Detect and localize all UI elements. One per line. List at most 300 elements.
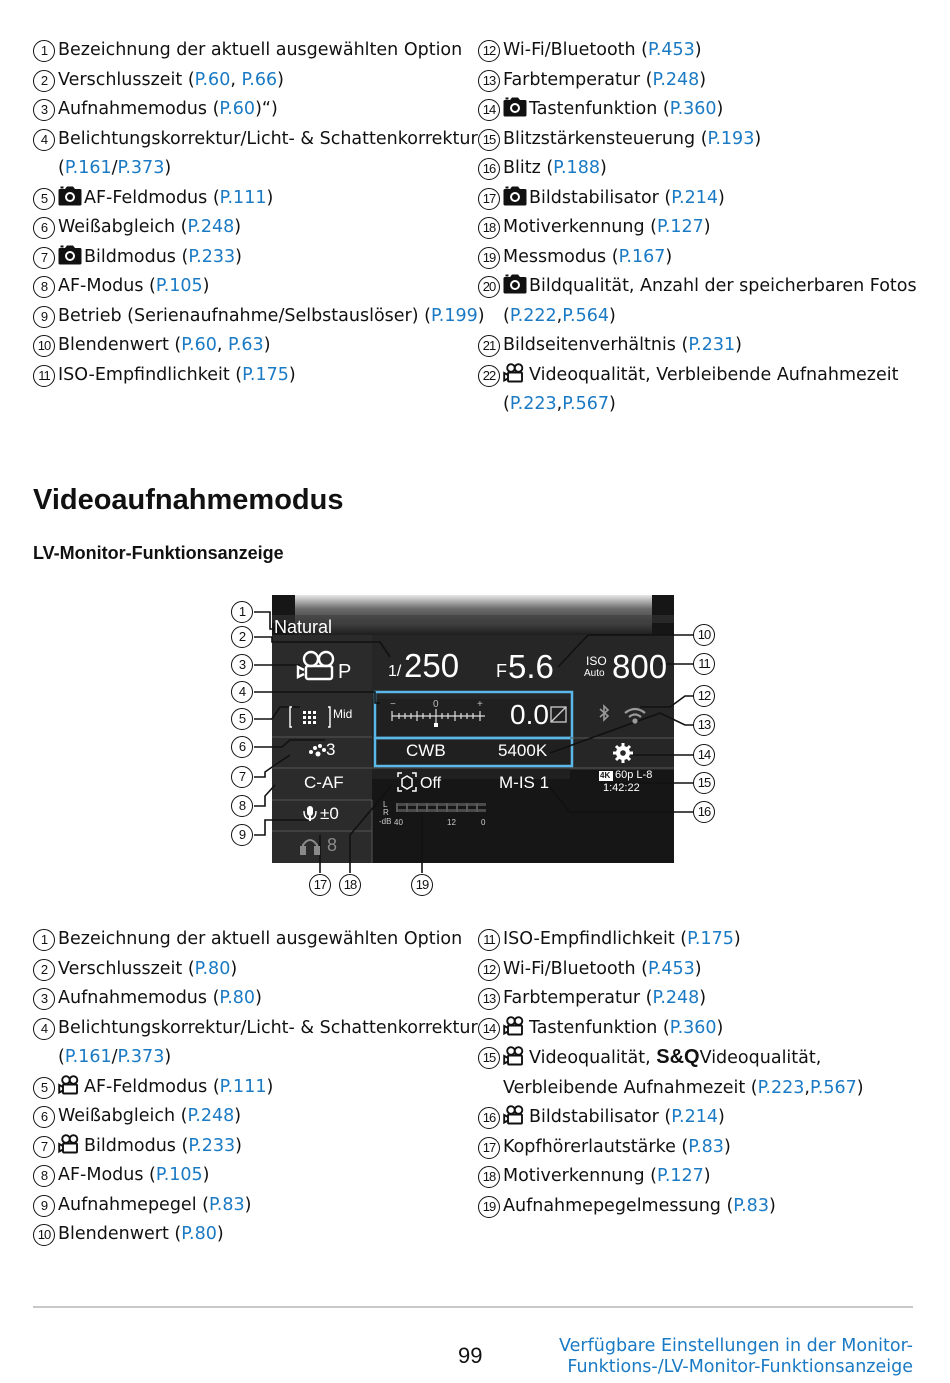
callout-number: 14 <box>693 744 715 766</box>
legend-number: 15 <box>478 129 500 151</box>
legend-label: ) <box>694 40 702 60</box>
page-reference-link[interactable]: P.167 <box>618 246 666 267</box>
legend-label: ( <box>58 158 65 178</box>
legend-number: 19 <box>478 247 500 269</box>
page-reference-link[interactable]: P.127 <box>657 1166 704 1186</box>
legend-label: ) <box>716 99 724 119</box>
legend-text <box>503 66 706 96</box>
legend-item <box>33 331 485 361</box>
legend-text <box>58 1220 224 1250</box>
legend-item <box>33 361 485 391</box>
page-reference-link[interactable]: P.199 <box>430 305 478 326</box>
page-reference-link[interactable]: P.233 <box>188 1135 236 1156</box>
page-reference-link[interactable]: P.60 <box>219 99 256 119</box>
legend-label: ) <box>768 1195 776 1216</box>
legend-item <box>478 213 917 243</box>
legend-label: ) <box>234 1106 242 1126</box>
legend-number: 18 <box>478 1166 500 1188</box>
callout-number: 6 <box>231 736 253 758</box>
page-reference-link[interactable]: P.233 <box>188 246 236 267</box>
legend-item <box>33 1102 478 1132</box>
page-reference-link[interactable]: P.223 <box>757 1077 805 1098</box>
legend-number: 11 <box>478 929 500 951</box>
page-reference-link[interactable]: P.193 <box>707 128 755 149</box>
page-reference-link[interactable]: P.231 <box>688 335 736 355</box>
page-reference-link[interactable]: P.66 <box>241 69 278 90</box>
legend-label: Blendenwert ( <box>58 1224 182 1244</box>
ref-separator: , <box>230 69 242 90</box>
meter-r-label: R <box>383 808 389 817</box>
video-icon <box>503 1018 529 1038</box>
page-reference-link[interactable]: P.373 <box>117 1047 165 1067</box>
legend-text <box>503 95 723 125</box>
page-reference-link[interactable]: P.83 <box>208 1194 245 1215</box>
legend-label: AF-Feldmodus ( <box>84 1076 220 1097</box>
ref-separator: , <box>556 305 563 326</box>
page-reference-link[interactable]: P.127 <box>657 217 704 237</box>
legend-item <box>478 1162 864 1192</box>
meter-plus: + <box>477 699 483 710</box>
legend-label: ) <box>266 187 274 208</box>
legend-item <box>478 331 917 361</box>
legend-label: Bildstabilisator ( <box>529 187 672 208</box>
af-area-mode: Mid <box>333 707 353 721</box>
page-reference-link[interactable]: P.161 <box>64 1047 112 1067</box>
page-reference-link[interactable]: P.453 <box>648 958 695 979</box>
page-reference-link[interactable]: P.360 <box>669 99 717 119</box>
legend-number: 18 <box>478 217 500 239</box>
legend-number: 12 <box>478 959 500 981</box>
legend-label: ) <box>703 1166 711 1186</box>
callout-number: 18 <box>339 874 361 896</box>
legend-text <box>503 125 761 155</box>
meter-40-label: 40 <box>394 818 403 827</box>
callout-number: 19 <box>411 874 433 896</box>
legend-item-continuation <box>33 154 485 184</box>
legend-item <box>33 125 485 155</box>
legend-text <box>58 272 210 302</box>
legend-text <box>58 184 273 214</box>
page-reference-link[interactable]: P.222 <box>509 305 557 326</box>
legend-label: ) <box>234 217 242 237</box>
legend-label: AF-Modus ( <box>58 1165 156 1185</box>
figure-graphics <box>220 595 700 905</box>
legend-item <box>33 36 485 66</box>
legend-text <box>58 984 262 1014</box>
ref-separator: / <box>111 158 118 178</box>
legend-number: 19 <box>478 1196 500 1218</box>
camera-icon <box>503 99 529 119</box>
page-reference-link[interactable]: P.453 <box>648 40 695 60</box>
meter-minus: − <box>390 699 396 710</box>
sq-mode-label: S&Q <box>656 1046 700 1068</box>
legend-label: ) <box>230 958 238 979</box>
ref-separator: , <box>216 335 229 355</box>
video-icon <box>58 1077 84 1097</box>
page-reference-link[interactable]: P.111 <box>219 187 267 208</box>
legend-number: 10 <box>33 1224 55 1246</box>
meter-12-label: 12 <box>447 818 456 827</box>
legend-text <box>58 1102 241 1132</box>
legend-label: Blendenwert ( <box>58 335 182 355</box>
legend-label: AF-Feldmodus ( <box>84 187 220 208</box>
exposure-comp-value: 0.0 <box>510 699 549 730</box>
legend-label: ) <box>202 1165 210 1185</box>
legend-label: ) <box>164 1047 172 1067</box>
legend-text <box>503 213 711 243</box>
legend-text <box>503 925 741 955</box>
legend-item <box>33 213 485 243</box>
page-reference-link[interactable]: P.105 <box>155 1165 203 1185</box>
meter-zero: 0 <box>433 699 439 710</box>
page-reference-link[interactable]: P.567 <box>809 1077 857 1098</box>
legend-item-continuation <box>478 1074 864 1104</box>
legend-text <box>58 95 278 125</box>
legend-label: Tastenfunktion ( <box>529 99 670 119</box>
legend-item <box>478 1043 864 1074</box>
legend-item <box>478 272 917 302</box>
top-legend-left <box>33 36 485 390</box>
callout-number: 1 <box>231 601 253 623</box>
legend-label: ( <box>503 394 510 414</box>
legend-item <box>478 1014 864 1044</box>
page-reference-link[interactable]: P.80 <box>194 958 231 979</box>
page-reference-link[interactable]: P.105 <box>155 276 203 296</box>
legend-number: 4 <box>33 129 55 151</box>
legend-number: 13 <box>478 70 500 92</box>
stabilizer-mode: M-IS 1 <box>499 773 550 792</box>
meter-db-label: -dB <box>379 817 392 826</box>
legend-number: 4 <box>33 1018 55 1040</box>
legend-label: Belichtungskorrektur/Licht- & Schattenkorrektur <box>58 128 478 149</box>
legend-number: 5 <box>33 188 55 210</box>
page-reference-link[interactable]: P.564 <box>562 305 609 326</box>
legend-text <box>58 243 242 273</box>
legend-label: Verschlusszeit ( <box>58 958 195 979</box>
legend-label: Motiverkennung ( <box>503 1166 657 1186</box>
legend-text <box>58 66 284 96</box>
wb-label: CWB <box>406 741 446 760</box>
callout-number: 2 <box>231 626 253 648</box>
callout-number: 10 <box>693 624 715 646</box>
page-reference-link[interactable]: P.83 <box>733 1195 769 1216</box>
legend-text <box>503 1162 711 1192</box>
callout-number: 11 <box>693 653 715 675</box>
legend-label: Aufnahmemodus ( <box>58 99 220 119</box>
legend-item <box>478 984 864 1014</box>
footer-link-line1[interactable]: Verfügbare Einstellungen in der Monitor- <box>559 1336 913 1356</box>
legend-label: Weißabgleich ( <box>58 1106 188 1126</box>
legend-text <box>58 302 485 332</box>
legend-label: Kopfhörerlautstärke ( <box>503 1136 689 1157</box>
section-title: Videoaufnahmemodus <box>33 484 344 516</box>
legend-label: Bildseitenverhältnis ( <box>503 335 689 355</box>
ref-separator: , <box>804 1077 810 1098</box>
legend-item <box>33 95 485 125</box>
legend-item <box>33 1191 478 1221</box>
shooting-mode: P <box>338 661 352 683</box>
page-reference-link[interactable]: P.360 <box>669 1017 717 1038</box>
legend-number: 5 <box>33 1077 55 1099</box>
legend-label: Videoqualität, <box>529 1048 657 1068</box>
legend-number: 14 <box>478 99 500 121</box>
footer-link-line2[interactable]: Funktions-/LV-Monitor-Funktionsanzeige <box>567 1357 913 1377</box>
legend-item <box>33 955 478 985</box>
page-reference-link[interactable]: P.83 <box>688 1136 724 1157</box>
iso-label: ISO <box>586 654 607 668</box>
legend-item <box>33 1073 478 1103</box>
af-mode: C-AF <box>304 773 344 792</box>
meter-0-label: 0 <box>481 818 486 827</box>
legend-item <box>33 1161 478 1191</box>
legend-label: Bildqualität, Anzahl der speicherbaren Fotos <box>529 276 917 296</box>
page-reference-link[interactable]: P.63 <box>228 335 264 355</box>
legend-label: ) <box>599 158 607 178</box>
video-icon <box>503 1048 529 1068</box>
page-reference-link[interactable]: P.248 <box>652 69 700 90</box>
legend-item <box>33 302 485 332</box>
legend-label: Weißabgleich ( <box>58 217 188 237</box>
legend-label: ) <box>735 335 742 355</box>
legend-item <box>33 1220 478 1250</box>
legend-item <box>33 984 478 1014</box>
page-reference-link[interactable]: P.161 <box>64 158 112 178</box>
legend-number: 3 <box>33 99 55 121</box>
legend-label: Tastenfunktion ( <box>529 1017 670 1038</box>
callout-number: 9 <box>231 824 253 846</box>
aperture-value: 5.6 <box>508 648 554 685</box>
callout-number: 4 <box>231 681 253 703</box>
legend-label: Blitz ( <box>503 158 554 178</box>
video-icon <box>503 365 529 385</box>
gear-icon <box>613 743 633 763</box>
legend-item <box>33 1132 478 1162</box>
video-quality: 60p L-8 <box>615 769 653 781</box>
legend-label: ) <box>665 246 673 267</box>
legend-item <box>478 1133 864 1163</box>
legend-label: ( <box>503 305 510 326</box>
legend-label: Wi-Fi/Bluetooth ( <box>503 958 648 979</box>
legend-label: ) <box>235 246 242 267</box>
callout-number: 8 <box>231 795 253 817</box>
legend-number: 1 <box>33 929 55 951</box>
legend-number: 9 <box>33 1195 55 1217</box>
recording-level: ±0 <box>320 804 339 823</box>
callout-number: 3 <box>231 654 253 676</box>
legend-label: ) <box>277 69 284 90</box>
legend-item <box>478 925 864 955</box>
legend-item <box>33 1014 478 1044</box>
wb-value: 3 <box>326 740 336 759</box>
page-reference-link[interactable]: P.223 <box>509 394 557 414</box>
legend-number: 15 <box>478 1047 500 1069</box>
legend-text <box>58 331 271 361</box>
legend-number: 6 <box>33 217 55 239</box>
legend-item <box>478 955 864 985</box>
legend-label: Messmodus ( <box>503 246 619 267</box>
legend-text <box>58 925 462 955</box>
legend-label: ) <box>609 394 616 414</box>
legend-item <box>33 243 485 273</box>
legend-label: Bildstabilisator ( <box>529 1107 672 1127</box>
footer-section-link[interactable] <box>559 1336 913 1378</box>
legend-label: ) <box>216 1224 224 1244</box>
remaining-time: 1:42:22 <box>603 782 640 794</box>
legend-label: Bezeichnung der aktuell ausgewählten Option <box>58 929 463 949</box>
legend-label: Blitzstärkensteuerung ( <box>503 128 708 149</box>
legend-number: 17 <box>478 188 500 210</box>
legend-item <box>478 1103 864 1133</box>
legend-number: 2 <box>33 70 55 92</box>
video-icon <box>58 1136 84 1156</box>
legend-label: Aufnahmemodus ( <box>58 988 220 1008</box>
legend-item <box>478 243 917 273</box>
legend-label: ) <box>856 1077 864 1098</box>
legend-item <box>33 925 478 955</box>
legend-label: ) <box>716 1017 724 1038</box>
legend-text <box>503 1192 776 1222</box>
legend-text <box>58 213 241 243</box>
legend-text <box>58 955 237 985</box>
legend-label: ) <box>733 929 741 949</box>
camera-icon <box>503 188 529 208</box>
legend-number: 7 <box>33 1136 55 1158</box>
legend-label: ) <box>694 958 702 979</box>
legend-label: Motiverkennung ( <box>503 217 657 237</box>
color-temperature: 5400K <box>498 741 548 760</box>
legend-text <box>503 243 672 273</box>
legend-label: Aufnahmepegelmessung ( <box>503 1195 734 1216</box>
page-reference-link[interactable]: P.248 <box>187 217 235 237</box>
legend-label: Bildmodus ( <box>84 246 189 267</box>
page-reference-link[interactable]: P.248 <box>652 988 700 1008</box>
legend-label: ) <box>266 1076 274 1097</box>
page-reference-link[interactable]: P.80 <box>181 1224 217 1244</box>
legend-label: ) <box>235 1135 242 1156</box>
legend-label: ) <box>477 305 485 326</box>
legend-item <box>478 361 917 391</box>
callout-number: 13 <box>693 714 715 736</box>
shutter-prefix: 1/ <box>388 663 402 680</box>
meter-l-label: L <box>383 800 388 809</box>
aperture-prefix: F <box>496 661 507 681</box>
legend-label: ISO-Empfindlichkeit ( <box>58 364 243 385</box>
legend-text <box>503 955 702 985</box>
page-reference-link[interactable]: P.175 <box>242 364 289 385</box>
legend-number: 16 <box>478 1107 500 1129</box>
legend-label: Betrieb (Serienaufnahme/Selbstauslöser) ( <box>58 305 431 326</box>
page-reference-link[interactable]: P.60 <box>194 69 231 90</box>
legend-label: ) <box>609 305 616 326</box>
legend-label: ) <box>255 988 262 1008</box>
legend-text <box>58 1014 478 1044</box>
legend-number: 11 <box>33 365 55 387</box>
top-legend-right <box>478 36 917 420</box>
4k-badge: 4K <box>600 771 611 780</box>
legend-text <box>503 36 702 66</box>
legend-label: ) <box>164 158 172 178</box>
legend-number: 10 <box>33 335 55 357</box>
legend-number: 8 <box>33 1165 55 1187</box>
legend-item <box>478 95 917 125</box>
camera-icon <box>503 276 529 296</box>
legend-label: AF-Modus ( <box>58 276 156 296</box>
legend-text <box>503 1043 821 1074</box>
bottom-legend-left <box>33 925 478 1250</box>
legend-number: 21 <box>478 335 500 357</box>
legend-text <box>58 125 478 155</box>
legend-text <box>503 1133 731 1163</box>
legend-item <box>33 272 485 302</box>
legend-number: 22 <box>478 365 500 387</box>
callout-number: 15 <box>693 772 715 794</box>
legend-number: 17 <box>478 1137 500 1159</box>
legend-number: 16 <box>478 158 500 180</box>
legend-item <box>478 66 917 96</box>
legend-number: 12 <box>478 40 500 62</box>
legend-label: )“) <box>255 99 278 119</box>
legend-text <box>503 331 742 361</box>
page-reference-link[interactable]: P.60 <box>181 335 217 355</box>
subsection-title: LV-Monitor-Funktionsanzeige <box>33 543 284 563</box>
page-reference-link[interactable]: P.80 <box>219 988 256 1008</box>
legend-text <box>503 1014 723 1044</box>
legend-text <box>503 154 607 184</box>
legend-label: ) <box>718 1107 725 1127</box>
legend-number: 6 <box>33 1106 55 1128</box>
legend-text <box>58 1132 242 1162</box>
page-reference-link[interactable]: P.188 <box>553 158 600 178</box>
legend-item-continuation <box>33 1043 478 1073</box>
legend-label: ) <box>202 276 210 296</box>
legend-label: ) <box>699 69 707 90</box>
footer-divider <box>33 1306 913 1308</box>
legend-item-continuation <box>478 390 917 420</box>
legend-text <box>58 36 462 66</box>
camera-icon <box>58 247 84 267</box>
page-reference-link[interactable]: P.175 <box>687 929 734 949</box>
page-reference-link[interactable]: P.111 <box>219 1076 267 1097</box>
bottom-legend-right <box>478 925 864 1221</box>
legend-text <box>503 272 917 302</box>
page-reference-link[interactable]: P.214 <box>671 187 719 208</box>
legend-number: 3 <box>33 988 55 1010</box>
legend-text <box>503 1103 725 1133</box>
iso-auto-label: Auto <box>584 668 605 679</box>
callout-number: 5 <box>231 708 253 730</box>
page-number: 99 <box>458 1343 483 1368</box>
legend-label: Belichtungskorrektur/Licht- & Schattenkorrektur <box>58 1017 478 1038</box>
legend-label: ) <box>288 364 296 385</box>
legend-item <box>478 1192 864 1222</box>
legend-item-continuation <box>478 302 917 332</box>
legend-number: 14 <box>478 1018 500 1040</box>
shutter-speed: 250 <box>404 647 460 684</box>
legend-label: Videoqualität, Verbleibende Aufnahmezeit <box>529 364 899 385</box>
legend-number: 13 <box>478 988 500 1010</box>
ref-separator: , <box>556 394 563 414</box>
legend-label: Bezeichnung der aktuell ausgewählten Option <box>58 40 463 60</box>
page-reference-link[interactable]: P.214 <box>671 1107 719 1127</box>
legend-label: Videoqualität, <box>699 1048 822 1068</box>
page-reference-link[interactable]: P.248 <box>187 1106 235 1126</box>
picture-mode: Natural <box>274 617 333 637</box>
legend-number: 9 <box>33 306 55 328</box>
legend-label: ) <box>699 988 707 1008</box>
callout-number: 12 <box>693 685 715 707</box>
page-reference-link[interactable]: P.567 <box>562 394 609 414</box>
page-reference-link[interactable]: P.373 <box>117 158 165 178</box>
